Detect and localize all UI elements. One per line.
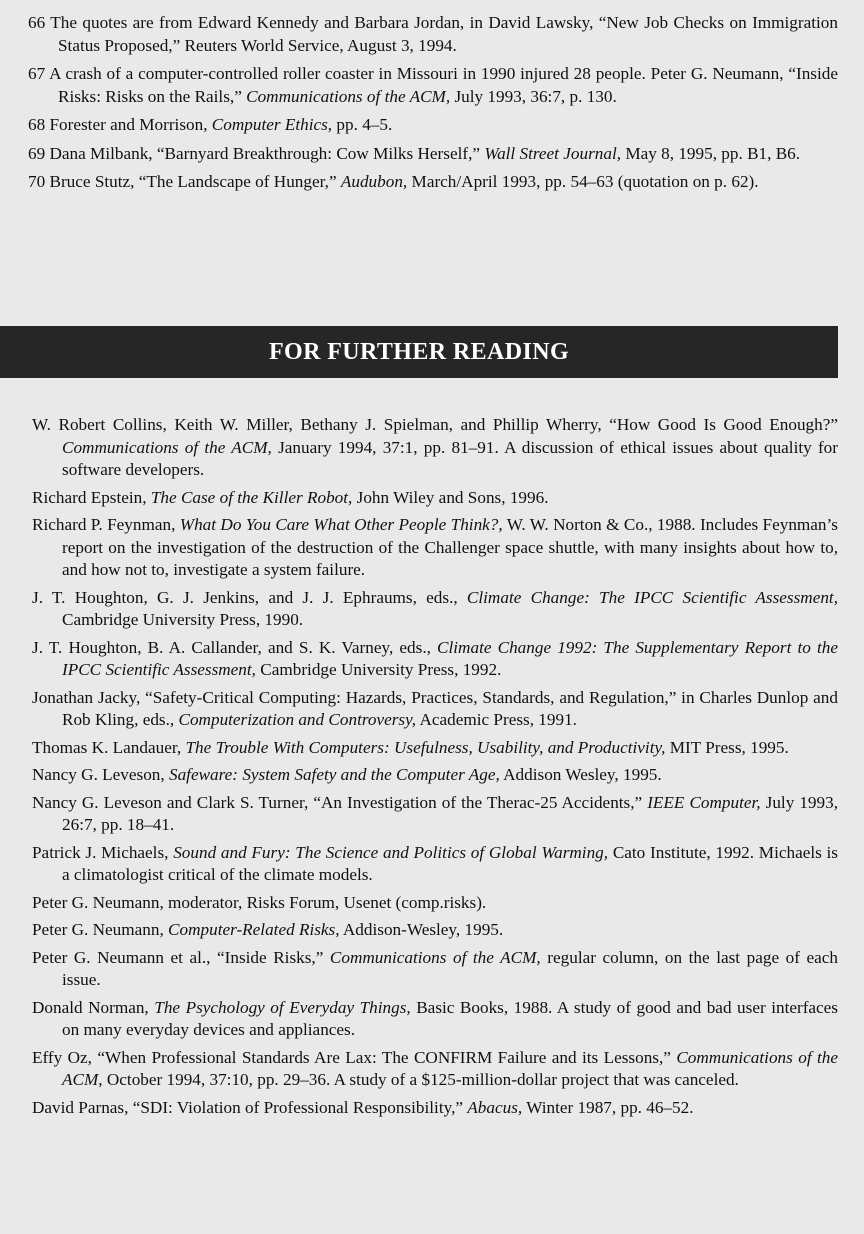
italic-title: What Do You Care What Other People Think?, xyxy=(179,515,503,534)
text-run: J. T. Houghton, G. J. Jenkins, and J. J. Ephraums, eds., xyxy=(32,587,467,607)
text-run: David Parnas, “SDI: Violation of Professional Responsibility,” xyxy=(32,1097,468,1117)
italic-title: Computer-Related Risks, xyxy=(168,920,340,939)
reference-entry xyxy=(32,1097,838,1120)
italic-title: Audubon, xyxy=(340,172,408,191)
text-run: Nancy G. Leveson and Clark S. Turner, “An Investigation of the Therac-25 Accidents,” xyxy=(32,792,648,812)
reference-entry xyxy=(32,842,838,887)
italic-title: Communications of the ACM, xyxy=(246,86,451,106)
reference-entry xyxy=(32,587,838,632)
reference-entry xyxy=(32,919,838,942)
text-run: pp. 4–5. xyxy=(332,115,393,134)
italic-title: The Trouble With Computers: Usefulness, Usability, and Productivity, xyxy=(185,737,666,757)
endnote-67 xyxy=(28,63,838,108)
endnote-69 xyxy=(28,143,838,166)
text-run: Cambridge University Press, 1990. xyxy=(62,610,304,629)
text-run: Jonathan Jacky, “Safety-Critical Computing: Hazards, Practices, Standards, and Regulation,” in Charles Dunlop and Rob Kling, eds., xyxy=(32,687,838,729)
endnote-number: 67 xyxy=(28,64,50,83)
reference-entry xyxy=(32,414,838,482)
endnote-number: 66 xyxy=(28,13,51,32)
endnote-68 xyxy=(28,114,838,137)
italic-title: Computer Ethics, xyxy=(211,115,333,134)
italic-title: Safeware: System Safety and the Computer Age, xyxy=(168,765,500,784)
italic-title: Sound and Fury: The Science and Politics of Global Warming, xyxy=(173,842,609,862)
text-run: Addison-Wesley, 1995. xyxy=(339,920,504,939)
text-run: Cambridge University Press, 1992. xyxy=(255,660,502,679)
italic-title: The Case of the Killer Robot, xyxy=(150,487,353,507)
reference-entry xyxy=(32,687,838,732)
text-run: The quotes are from Edward Kennedy and Barbara Jordan, in David Lawsky, “New Job Checks on Immigration Status Proposed,” Reuters World Service, August 3, 1994. xyxy=(50,13,838,55)
reference-entry xyxy=(32,737,838,760)
reference-entry xyxy=(32,947,838,992)
text-run: March/April 1993, pp. 54–63 (quotation on p. 62). xyxy=(407,172,759,191)
text-run: Forester and Morrison, xyxy=(49,115,212,134)
italic-title: Climate Change: The IPCC Scientific Assessment, xyxy=(466,587,838,607)
text-run: regular column, on the last page of each issue. xyxy=(62,947,838,989)
text-run: Dana Milbank, “Barnyard Breakthrough: Cow Milks Herself,” xyxy=(49,143,485,163)
italic-title: Communications of the ACM, xyxy=(62,437,272,457)
text-run: Cato Institute, 1992. Michaels is a climatologist critical of the climate models. xyxy=(62,842,838,884)
text-run: John Wiley and Sons, 1996. xyxy=(352,487,549,507)
text-run: Bruce Stutz, “The Landscape of Hunger,” xyxy=(49,172,341,191)
italic-title: Climate Change 1992: The Supplementary Report to the IPCC Scientific Assessment, xyxy=(62,637,838,679)
text-run: Winter 1987, pp. 46–52. xyxy=(522,1097,694,1117)
italic-title: Computerization and Controversy, xyxy=(178,710,417,729)
italic-title: Wall Street Journal, xyxy=(484,143,622,163)
text-run: Thomas K. Landauer, xyxy=(32,737,186,757)
text-run: Richard Epstein, xyxy=(32,487,151,507)
text-run: Academic Press, 1991. xyxy=(416,710,577,729)
text-run: Peter G. Neumann, xyxy=(32,920,169,939)
italic-title: Abacus, xyxy=(467,1097,523,1117)
text-run: July 1993, 26:7, pp. 18–41. xyxy=(62,792,838,834)
section-heading: FOR FURTHER READING xyxy=(268,338,570,365)
text-run: January 1994, 37:1, pp. 81–91. A discussion of ethical issues about quality for software developers. xyxy=(62,437,838,479)
italic-title: Communications of the ACM, xyxy=(329,947,541,967)
reference-entry xyxy=(32,487,838,510)
text-run: Richard P. Feynman, xyxy=(32,515,180,534)
text-run: May 8, 1995, pp. B1, B6. xyxy=(621,143,801,163)
endnote-66 xyxy=(28,12,838,57)
text-run: J. T. Houghton, B. A. Callander, and S. K. Varney, eds., xyxy=(32,637,438,657)
text-run: W. W. Norton & Co., 1988. Includes Feynman’s report on the investigation of the destruction of the Challenger space shuttle, with many insights about how to, and how not to, investigate a system failure. xyxy=(62,515,838,579)
text-run: October 1994, 37:10, pp. 29–36. A study of a $125-million-dollar project that was canceled. xyxy=(102,1070,739,1089)
reference-entry xyxy=(32,514,838,582)
text-run: July 1993, 36:7, p. 130. xyxy=(450,86,617,106)
reference-entry xyxy=(32,997,838,1042)
text-run: Nancy G. Leveson, xyxy=(32,765,169,784)
text-run: Peter G. Neumann et al., “Inside Risks,” xyxy=(32,947,330,967)
italic-title: The Psychology of Everyday Things, xyxy=(154,997,411,1017)
section-banner xyxy=(0,326,838,378)
text-run: W. Robert Collins, Keith W. Miller, Bethany J. Spielman, and Phillip Wherry, “How Good Is Good Enough?” xyxy=(32,415,838,434)
endnotes-list xyxy=(28,12,838,200)
endnote-number: 70 xyxy=(28,172,50,191)
endnote-number: 69 xyxy=(28,143,50,163)
endnote-number: 68 xyxy=(28,115,50,134)
further-reading-list xyxy=(32,414,838,1124)
text-run: Addison Wesley, 1995. xyxy=(499,765,662,784)
reference-entry xyxy=(32,892,838,915)
reference-entry xyxy=(32,764,838,787)
text-run: Donald Norman, xyxy=(32,997,155,1017)
italic-title: Communications of the ACM, xyxy=(62,1047,838,1089)
text-run: Effy Oz, “When Professional Standards Are Lax: The CONFIRM Failure and its Lessons,” xyxy=(32,1047,677,1067)
reference-entry xyxy=(32,637,838,682)
text-run: A crash of a computer-controlled roller coaster in Missouri in 1990 injured 28 people. Peter G. Neumann, “Inside Risks: Risks on the Rails,” xyxy=(49,64,838,106)
reference-entry xyxy=(32,1047,838,1092)
endnote-70 xyxy=(28,171,838,194)
text-run: Patrick J. Michaels, xyxy=(32,842,174,862)
text-run: Peter G. Neumann, moderator, Risks Forum, Usenet (comp.risks). xyxy=(32,892,487,912)
text-run: MIT Press, 1995. xyxy=(665,737,789,757)
text-run: Basic Books, 1988. A study of good and bad user interfaces on many everyday devices and appliances. xyxy=(62,997,838,1039)
italic-title: IEEE Computer, xyxy=(647,792,761,812)
reference-entry xyxy=(32,792,838,837)
